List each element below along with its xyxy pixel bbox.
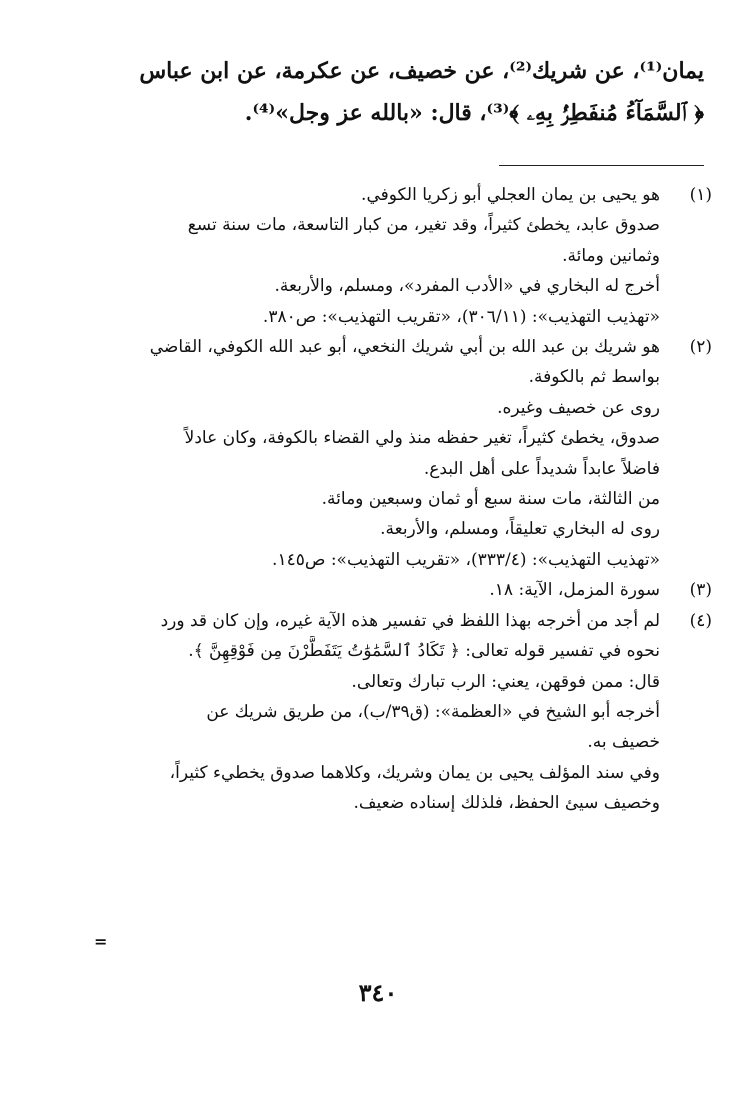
footnote-line: وخصيف سيئ الحفظ، فلذلك إسناده ضعيف.: [353, 793, 660, 814]
footnote-line: وثمانين ومائة.: [562, 245, 660, 266]
footnote-line: أخرجه أبو الشيخ في «العظمة»: (ق٣٩/ب)، من طريق شريك عن: [206, 701, 660, 722]
main-text-block: [49, 50, 704, 134]
footnote-line: صدوق، يخطئ كثيراً، تغير حفظه منذ ولي القضاء بالكوفة، وكان عادلاً: [184, 428, 660, 449]
footnote-line: «تهذيب التهذيب»: (٣٣٣/٤)، «تقريب التهذيب»: ص١٤٥.: [272, 549, 660, 570]
footnote-line: قال: ممن فوقهن، يعني: الرب تبارك وتعالى.: [351, 671, 660, 692]
main-text-line: يمان⁽¹⁾، عن شريك⁽²⁾، عن خصيف، عن عكرمة، عن ابن عباس: [139, 58, 704, 84]
footnote-line: روى له البخاري تعليقاً، ومسلم، والأربعة.: [380, 519, 660, 540]
footnote-line: «تهذيب التهذيب»: (٣٠٦/١١)، «تقريب التهذيب»: ص٣٨٠.: [262, 306, 660, 327]
footnote-number: (٣): [689, 580, 712, 601]
footnote-separator: [499, 165, 704, 166]
footnote-1: [42, 180, 712, 332]
footnote-3: [42, 575, 712, 605]
page-number: ٣٤٠: [358, 978, 398, 1007]
footnote-line: فاضلاً عابداً شديداً على أهل البدع.: [423, 458, 660, 479]
continuation-mark: =: [94, 932, 108, 951]
footnote-line: سورة المزمل، الآية: ١٨.: [489, 580, 660, 601]
footnote-line: هو يحيى بن يمان العجلي أبو زكريا الكوفي.: [361, 185, 660, 205]
footnote-line: أخرج له البخاري في «الأدب المفرد»، ومسلم، والأربعة.: [274, 276, 660, 297]
footnote-number: (٤): [689, 610, 712, 631]
footnote-line: خصيف به.: [587, 732, 660, 753]
footnote-line: لم أجد من أخرجه بهذا اللفظ في تفسير هذه الآية غيره، وإن كان قد ورد: [160, 610, 660, 631]
footnotes-block: [42, 180, 712, 819]
footnote-2: [42, 332, 712, 575]
footnote-4: [42, 606, 712, 819]
footnote-number: (٢): [689, 337, 712, 358]
footnote-number: (١): [689, 185, 712, 205]
main-text-line: ﴿ ٱلسَّمَآءُ مُنفَطِرُۢ بِهِۦ ﴾⁽³⁾، قال: «بالله عز وجل»⁽⁴⁾.: [244, 100, 704, 126]
footnote-line: وفي سند المؤلف يحيى بن يمان وشريك، وكلاهما صدوق يخطيء كثيراً،: [169, 762, 660, 783]
footnote-line: بواسط ثم بالكوفة.: [528, 367, 660, 388]
footnote-line: من الثالثة، مات سنة سبع أو ثمان وسبعين ومائة.: [321, 489, 660, 510]
footnote-line: نحوه في تفسير قوله تعالى: ﴿ تَكَادُ ٱلسَّمَٰوَٰتُ يَتَفَطَّرْنَ مِن فَوْقِهِنَّ ﴾.: [188, 641, 660, 662]
footnote-line: صدوق عابد، يخطئ كثيراً، وقد تغير، من كبار التاسعة، مات سنة تسع: [187, 215, 660, 236]
footnote-line: روى عن خصيف وغيره.: [497, 397, 660, 418]
footnote-line: هو شريك بن عبد الله بن أبي شريك النخعي، أبو عبد الله الكوفي، القاضي: [149, 337, 660, 358]
